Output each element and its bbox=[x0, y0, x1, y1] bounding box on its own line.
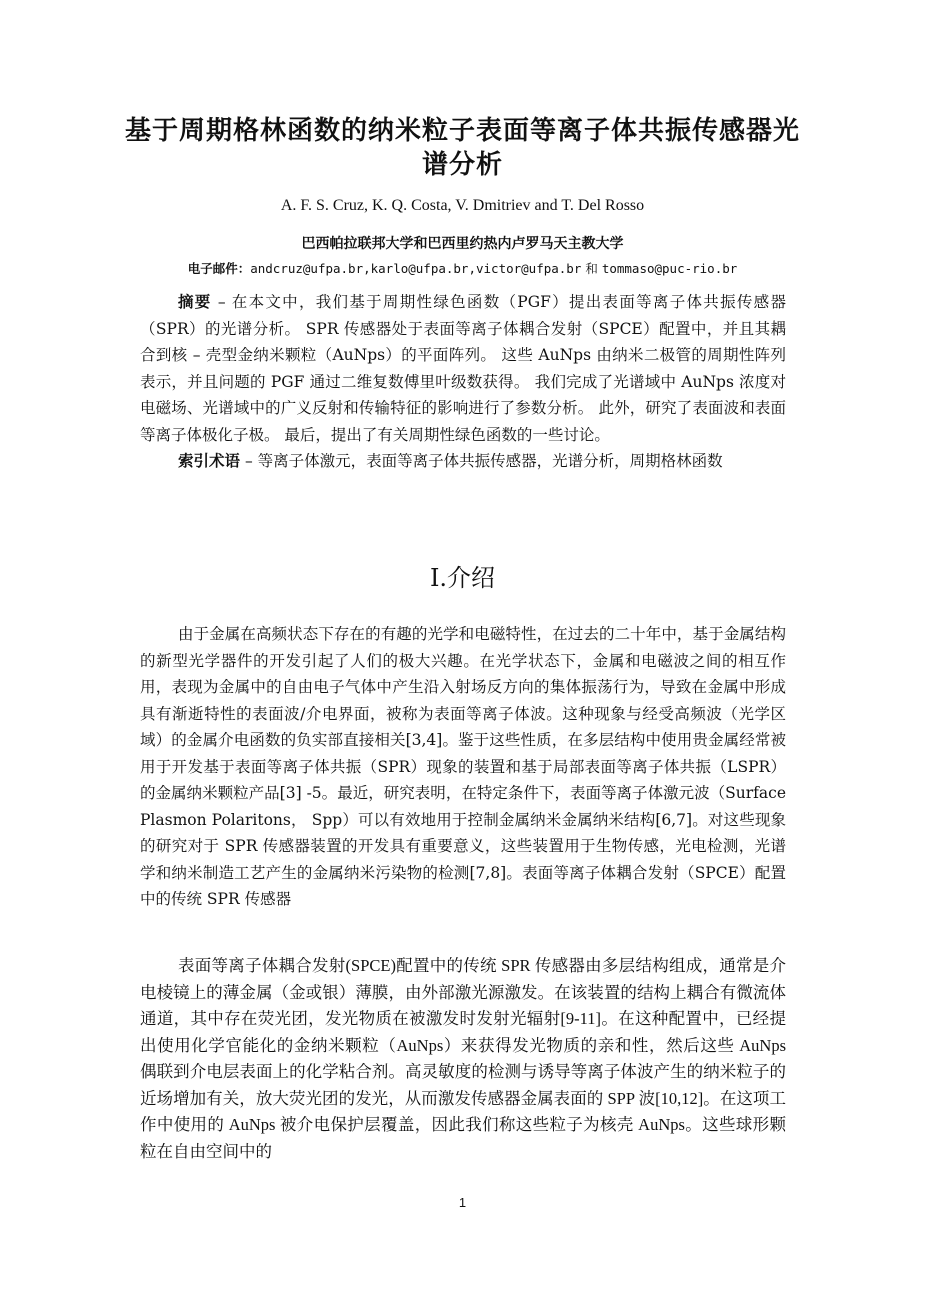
abstract-text: – 在本文中，我们基于周期性绿色函数（PGF）提出表面等离子体共振传感器（SPR）的光谱分析。 SPR 传感器处于表面等离子体耦合发射（SPCE）配置中，并且其耦合到核 – 壳型金纳米颗粒（AuNps）的平面阵列。 这些 AuNps 由纳米二极管的周期性阵列表示，并且问题的 PGF 通过二维复数傅里叶级数获得。 我们完成了光谱域中 AuNps 浓度对电磁场、光谱域中的广义反射和传输特征的影响进行了参数分析。 此外，研究了表面波和表面等离子体极化子极。 最后，提出了有关周期性绿色函数的一些讨论。 bbox=[140, 293, 786, 444]
page-number: 1 bbox=[458, 1195, 467, 1210]
author-list: A. F. S. Cruz, K. Q. Costa, V. Dmitriev and T. Del Rosso bbox=[280, 197, 645, 214]
email-addresses: andcruz@ufpa.br,karlo@ufpa.br,victor@ufpa.br bbox=[250, 261, 582, 276]
abstract-block bbox=[140, 289, 786, 475]
affiliation: 巴西帕拉联邦大学和巴西里约热内卢罗马天主教大学 bbox=[301, 236, 624, 252]
body-block-2 bbox=[140, 953, 786, 1165]
email-conjunction: 和 bbox=[581, 261, 602, 276]
body-block-1 bbox=[140, 621, 786, 913]
keywords-text: – 等离子体激元，表面等离子体共振传感器，光谱分析，周期格林函数 bbox=[240, 452, 723, 470]
abstract-label: 摘要 bbox=[178, 293, 212, 311]
section-heading: I.介绍 bbox=[429, 564, 496, 592]
email-last: tommaso@puc-rio.br bbox=[601, 261, 738, 276]
email-label: 电子邮件： bbox=[187, 261, 251, 276]
paper-title: 基于周期格林函数的纳米粒子表面等离子体共振传感器光谱分析 bbox=[124, 116, 800, 180]
body-paragraph: 表面等离子体耦合发射(SPCE)配置中的传统 SPR 传感器由多层结构组成，通常是介电棱镜上的薄金属（金或银）薄膜，由外部激光源激发。在该装置的结构上耦合有微流体通道，其中存在荧光团，发光物质在被激发时发射光辐射[9-11]。在这种配置中，已经提出使用化学官能化的金纳米颗粒（AuNps）来获得发光物质的亲和性，然后这些 AuNps 偶联到介电层表面上的化学粘合剂。高灵敏度的检测与诱导等离子体波产生的纳米粒子的近场增加有关，放大荧光团的发光，从而激发传感器金属表面的 SPP 波[10,12]。在这项工作中使用的 AuNps 被介电保护层覆盖，因此我们称这些粒子为核壳 AuNps。这些球形颗粒在自由空间中的 bbox=[140, 956, 786, 1161]
email-line bbox=[0, 259, 925, 279]
abstract-paragraph bbox=[140, 289, 786, 448]
body-paragraph: 由于金属在高频状态下存在的有趣的光学和电磁特性，在过去的二十年中，基于金属结构的新型光学器件的开发引起了人们的极大兴趣。在光学状态下，金属和电磁波之间的相互作用，表现为金属中的自由电子气体中产生沿入射场反方向的集体振荡行为，导致在金属中形成具有渐逝特性的表面波/介电界面，被称为表面等离子体波。这种现象与经受高频波（光学区域）的金属介电函数的负实部直接相关[3,4]。鉴于这些性质，在多层结构中使用贵金属经常被用于开发基于表面等离子体共振（SPR）现象的装置和基于局部表面等离子体共振（LSPR）的金属纳米颗粒产品[3] -5。最近，研究表明，在特定条件下，表面等离子体激元波（Surface Plasmon Polaritons， Spp）可以有效地用于控制金属纳米金属纳米结构[6,7]。对这些现象的研究对于 SPR 传感器装置的开发具有重要意义，这些装置用于生物传感，光电检测，光谱学和纳米制造工艺产生的金属纳米污染物的检测[7,8]。表面等离子体耦合发射（SPCE）配置中的传统 SPR 传感器 bbox=[140, 625, 786, 908]
keywords-paragraph bbox=[140, 448, 786, 475]
keywords-label: 索引术语 bbox=[178, 452, 241, 470]
